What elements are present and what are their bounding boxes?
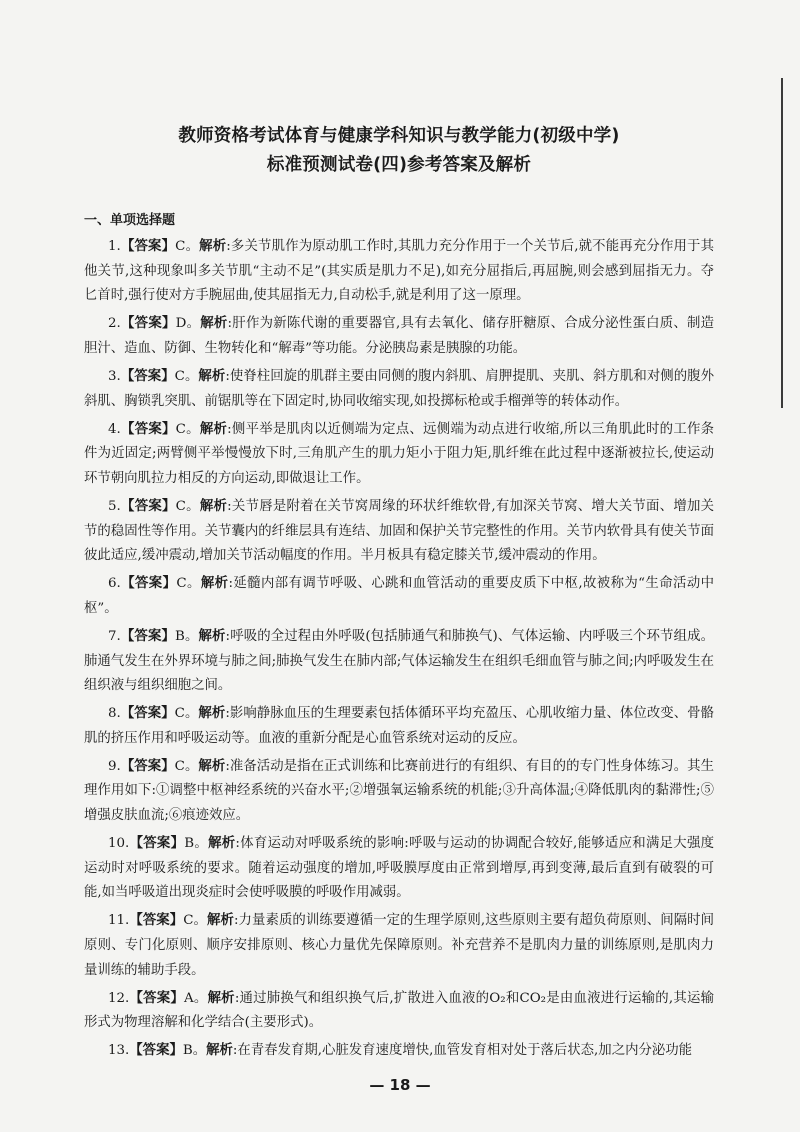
answer-label: 【答案】 bbox=[129, 1043, 183, 1059]
analysis-text: :多关节肌作为原动肌工作时,其肌力充分作用于一个关节后,就不能再充分作用于其他关节,这种现象叫多关节肌“主动不足”(其实质是肌力不足),如充分屈指后,再屈腕,则会感到屈指无力。夺匕首时,强行使对方手腕屈曲,使其屈指无力,自动松手,就是利用了这一原理。 bbox=[84, 239, 715, 304]
item-number: 3. bbox=[108, 368, 121, 384]
analysis-label: 解析 bbox=[198, 368, 226, 384]
analysis-label: 解析 bbox=[198, 706, 226, 722]
answer-item bbox=[84, 755, 714, 829]
answer-choice: D。 bbox=[175, 316, 201, 332]
answer-choice: C。 bbox=[176, 576, 201, 592]
answer-item bbox=[84, 312, 714, 361]
item-number: 10. bbox=[108, 836, 130, 852]
analysis-text: :延髓内部有调节呼吸、心跳和血管活动的重要皮质下中枢,故被称为“生命活动中枢”。 bbox=[84, 576, 715, 616]
analysis-label: 解析 bbox=[199, 239, 227, 254]
analysis-text: :通过肺换气和组织换气后,扩散进入血液的O₂和CO₂是由血液进行运输的,其运输形式为物理溶解和化学结合(主要形式)。 bbox=[84, 990, 715, 1031]
title-line-1: 教师资格考试体育与健康学科知识与教学能力(初级中学) bbox=[178, 126, 620, 146]
analysis-text: :使脊柱回旋的肌群主要由同侧的腹内斜肌、肩胛提肌、夹肌、斜方肌和对侧的腹外斜肌、胸锁乳突肌、前锯肌等在下固定时,协同收缩实现,如投掷标枪或手榴弹等的转体动作。 bbox=[84, 368, 715, 409]
item-number: 7. bbox=[108, 628, 121, 644]
item-number: 6. bbox=[108, 576, 121, 592]
answer-label: 【答案】 bbox=[120, 239, 176, 254]
analysis-label: 解析 bbox=[200, 576, 229, 592]
item-number: 4. bbox=[108, 421, 121, 437]
answer-list bbox=[84, 235, 714, 1064]
answer-choice: C。 bbox=[183, 913, 208, 929]
answer-label: 【答案】 bbox=[120, 368, 175, 384]
answer-item bbox=[84, 702, 714, 751]
answer-item bbox=[84, 235, 714, 309]
answer-choice: C。 bbox=[174, 758, 199, 774]
item-number: 9. bbox=[108, 758, 121, 774]
analysis-label: 解析 bbox=[198, 628, 226, 644]
analysis-text: :体育运动对呼吸系统的影响:呼吸与运动的协调配合较好,能够适应和满足大强度运动时对呼吸系统的要求。随着运动强度的增加,呼吸膜厚度由正常到增厚,再到变薄,最后直到有破裂的可能,如当呼吸道出现炎症时会使呼吸膜的呼吸作用减弱。 bbox=[84, 836, 715, 901]
page-number: — 18 — bbox=[369, 1076, 431, 1094]
answer-label: 【答案】 bbox=[120, 576, 177, 592]
analysis-label: 解析 bbox=[207, 990, 235, 1006]
answer-label: 【答案】 bbox=[120, 498, 176, 514]
analysis-text: :侧平举是肌肉以近侧端为定点、远侧端为动点进行收缩,所以三角肌此时的工作条件为近固定;两臂侧平举慢慢放下时,三角肌产生的肌力矩小于阻力矩,肌纤维在此过程中逐渐被拉长,使运动环节朝向肌拉力相反的方向运动,即做退让工作。 bbox=[84, 421, 715, 486]
analysis-label: 解析 bbox=[207, 913, 234, 929]
answer-item bbox=[84, 832, 714, 906]
item-number: 2. bbox=[108, 316, 121, 332]
answer-choice: C。 bbox=[175, 421, 200, 437]
document-title bbox=[84, 122, 714, 180]
item-number: 8. bbox=[108, 706, 121, 722]
answer-item bbox=[84, 495, 714, 569]
item-number: 12. bbox=[108, 990, 130, 1006]
answer-choice: A。 bbox=[184, 990, 208, 1006]
analysis-label: 解析 bbox=[206, 1043, 233, 1059]
title-line-2: 标准预测试卷(四)参考答案及解析 bbox=[266, 155, 532, 175]
analysis-text: :在青春发育期,心脏发育速度增快,血管发育相对处于落后状态,加之内分泌功能 bbox=[232, 1043, 693, 1059]
answer-choice: C。 bbox=[174, 368, 199, 384]
answer-choice: B。 bbox=[182, 1043, 207, 1059]
analysis-label: 解析 bbox=[198, 758, 226, 774]
analysis-text: :呼吸的全过程由外呼吸(包括肺通气和肺换气)、气体运输、内呼吸三个环节组成。肺通气发生在外界环境与肺之间;肺换气发生在肺内部;气体运输发生在组织毛细血管与肺之间;内呼吸发生在组织液与组织细胞之间。 bbox=[84, 628, 715, 694]
item-number: 11. bbox=[108, 913, 130, 929]
item-number: 1. bbox=[108, 239, 121, 254]
answer-label: 【答案】 bbox=[120, 758, 175, 774]
analysis-text: :力量素质的训练要遵循一定的生理学原则,这些原则主要有超负荷原则、间隔时间原则、专门化原则、顺序安排原则、核心力量优先保障原则。补充营养不是肌肉力量的训练原则,是肌肉力量训练的辅助手段。 bbox=[84, 913, 715, 978]
analysis-text: :关节唇是附着在关节窝周缘的环状纤维软骨,有加深关节窝、增大关节面、增加关节的稳固性等作用。关节囊内的纤维层具有连结、加固和保护关节完整性的作用。关节内软骨具有使关节面彼此适应,缓冲震动,增加关节活动幅度的作用。半月板具有稳定膝关节,缓冲震动的作用。 bbox=[84, 498, 715, 564]
answer-label: 【答案】 bbox=[129, 990, 185, 1006]
answer-choice: C。 bbox=[175, 498, 200, 514]
answer-label: 【答案】 bbox=[120, 628, 175, 644]
scan-edge-line bbox=[781, 78, 783, 408]
answer-label: 【答案】 bbox=[120, 421, 176, 437]
analysis-label: 解析 bbox=[199, 498, 228, 514]
section-heading: 一、单项选择题 bbox=[84, 213, 176, 228]
answer-document bbox=[84, 122, 714, 1068]
analysis-label: 解析 bbox=[208, 836, 236, 852]
answer-label: 【答案】 bbox=[129, 913, 184, 929]
answer-label: 【答案】 bbox=[120, 706, 175, 722]
item-number: 13. bbox=[108, 1043, 130, 1059]
answer-item bbox=[84, 625, 714, 699]
analysis-text: :准备活动是指在正式训练和比赛前进行的有组织、有目的的专门性身体练习。其生理作用如下:①调整中枢神经系统的兴奋水平;②增强氧运输系统的机能;③升高体温;④降低肌肉的黏滞性;⑤增强皮肤血流;⑥痕迹效应。 bbox=[84, 758, 715, 824]
answer-item bbox=[84, 418, 714, 492]
answer-label: 【答案】 bbox=[120, 316, 176, 332]
answer-item bbox=[84, 572, 714, 621]
analysis-label: 解析 bbox=[200, 316, 228, 332]
answer-item bbox=[84, 365, 714, 414]
answer-item bbox=[84, 987, 714, 1036]
analysis-text: :影响静脉血压的生理要素包括体循环平均充盈压、心肌收缩力量、体位改变、骨骼肌的挤压作用和呼吸运动等。血液的重新分配是心血管系统对运动的反应。 bbox=[84, 706, 715, 746]
answer-label: 【答案】 bbox=[129, 836, 185, 852]
answer-item bbox=[84, 1039, 714, 1064]
answer-choice: C。 bbox=[175, 239, 200, 254]
answer-item bbox=[84, 909, 714, 983]
item-number: 5. bbox=[108, 498, 121, 514]
answer-choice: B。 bbox=[184, 836, 209, 852]
answer-choice: B。 bbox=[175, 628, 199, 644]
analysis-label: 解析 bbox=[199, 421, 228, 437]
answer-choice: C。 bbox=[174, 706, 199, 722]
analysis-text: :肝作为新陈代谢的重要器官,具有去氧化、储存肝糖原、合成分泌性蛋白质、制造胆汁、造血、防御、生物转化和“解毒”等功能。分泌胰岛素是胰腺的功能。 bbox=[84, 316, 715, 356]
